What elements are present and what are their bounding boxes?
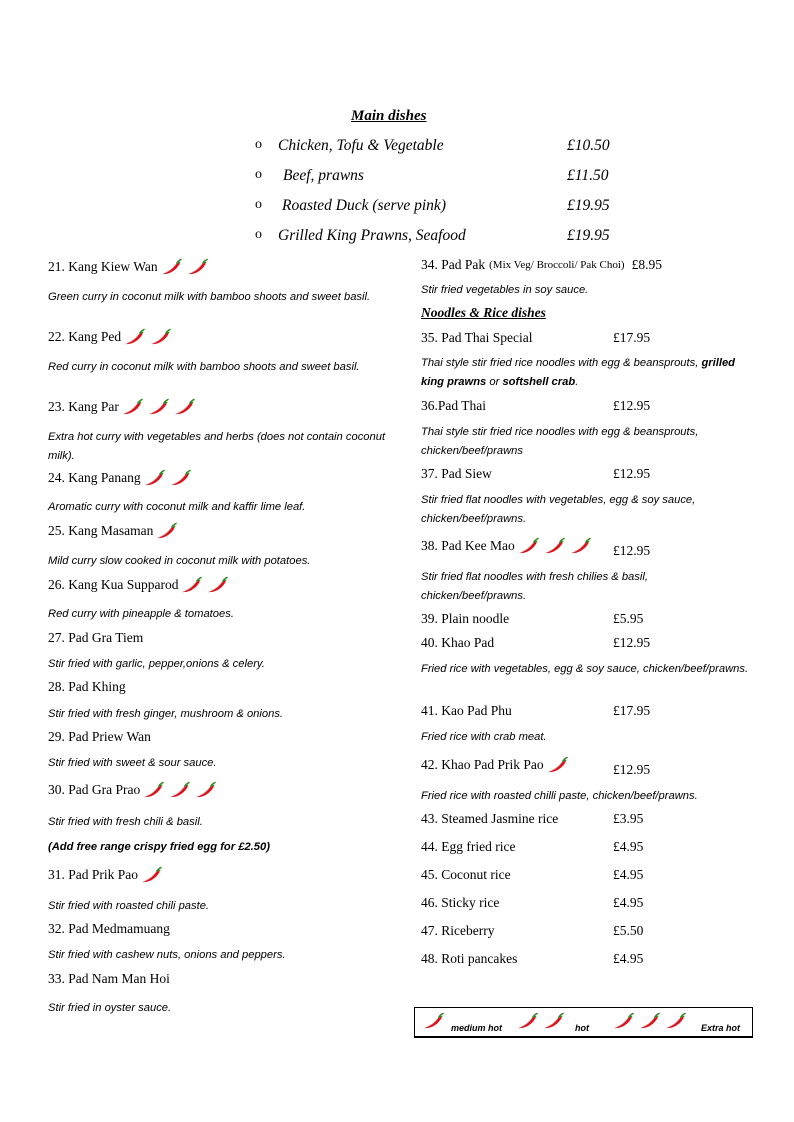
menu-item-price: £12.95	[613, 543, 651, 558]
chili-rating	[124, 328, 172, 346]
bullet: o	[255, 227, 262, 242]
menu-item-28	[48, 679, 126, 695]
legend-extra-chilies	[613, 1012, 687, 1030]
bullet: o	[255, 197, 262, 212]
menu-item-note: (Add free range crispy fried egg for £2.50)	[48, 841, 270, 853]
legend-hot-label: hot	[575, 1023, 589, 1033]
menu-item-name: 40. Khao Pad	[421, 635, 495, 650]
chili-pepper-icon	[150, 328, 172, 346]
menu-item-47: 47. Riceberry	[421, 923, 495, 938]
menu-item-name: 35. Pad Thai Special	[421, 330, 533, 345]
menu-item-name: 34. Pad Pak	[421, 257, 486, 272]
menu-item-42	[421, 756, 569, 774]
chili-pepper-icon	[148, 398, 170, 416]
menu-item-description: Stir fried with roasted chili paste.	[48, 900, 210, 912]
legend-medium-label: medium hot	[451, 1023, 502, 1033]
desc-highlight: softshell crab	[502, 375, 576, 388]
menu-item-name: 21. Kang Kiew Wan	[48, 259, 158, 274]
chili-pepper-icon	[423, 1012, 445, 1030]
chili-pepper-icon	[544, 537, 566, 555]
menu-item-name: 23. Kang Par	[48, 399, 119, 414]
menu-item-description: Extra hot curry with vegetables and herbs (does not contain coconut milk).	[48, 431, 386, 462]
chili-pepper-icon	[141, 866, 163, 884]
bullet: o	[255, 137, 262, 152]
menu-item-subtitle: (Mix Veg/ Broccoli/ Pak Choi)	[489, 259, 625, 271]
main-dish-name: Chicken, Tofu & Vegetable	[278, 137, 444, 154]
chili-pepper-icon	[143, 781, 165, 799]
main-dishes-title: Main dishes	[351, 108, 427, 124]
menu-item-description: Red curry with pineapple & tomatoes.	[48, 608, 234, 620]
chili-rating	[144, 469, 192, 487]
bullet: o	[255, 167, 262, 182]
menu-item-price: £12.95	[613, 466, 651, 481]
menu-item-description: Fried rice with vegetables, egg & soy sauce, chicken/beef/prawns.	[421, 663, 749, 675]
menu-item-price: £17.95	[613, 330, 651, 345]
menu-item-price: £4.95	[613, 839, 644, 854]
main-dish-price: £11.50	[567, 167, 609, 184]
legend-medium-chilies	[423, 1012, 445, 1030]
menu-item-21	[48, 258, 209, 276]
chili-pepper-icon	[124, 328, 146, 346]
chili-rating	[122, 398, 196, 416]
chili-pepper-icon	[207, 576, 229, 594]
chili-rating	[141, 866, 163, 884]
menu-item-39	[421, 611, 509, 627]
menu-item-36	[421, 398, 486, 414]
chili-pepper-icon	[195, 781, 217, 799]
chili-pepper-icon	[517, 1012, 539, 1030]
menu-item-33	[48, 971, 170, 987]
chili-rating	[181, 576, 229, 594]
menu-item-description: Green curry in coconut milk with bamboo shoots and sweet basil.	[48, 291, 371, 303]
menu-item-name: 25. Kang Masaman	[48, 523, 154, 538]
menu-item-30	[48, 781, 217, 799]
menu-item-name: 30. Pad Gra Prao	[48, 782, 141, 797]
chili-pepper-icon	[639, 1012, 661, 1030]
chili-pepper-icon	[613, 1012, 635, 1030]
menu-item-name: 24. Kang Panang	[48, 470, 141, 485]
menu-item-description: Stir fried with cashew nuts, onions and peppers.	[48, 949, 286, 961]
chili-rating	[161, 258, 209, 276]
menu-item-26	[48, 576, 229, 594]
desc-highlight: grilled king prawns	[421, 357, 736, 388]
menu-item-name: 37. Pad Siew	[421, 466, 492, 481]
desc-text: or	[486, 375, 503, 388]
chili-pepper-icon	[665, 1012, 687, 1030]
menu-item-41	[421, 703, 512, 719]
menu-item-27	[48, 630, 143, 646]
menu-item-name: 29. Pad Priew Wan	[48, 729, 151, 744]
menu-item-name: 39. Plain noodle	[421, 611, 510, 626]
menu-item-29	[48, 729, 151, 745]
menu-item-23	[48, 398, 196, 416]
menu-item-32	[48, 921, 170, 937]
menu-item-description: Stir fried with fresh chili & basil.	[48, 816, 203, 828]
menu-item-44: 44. Egg fried rice	[421, 839, 516, 854]
chili-rating	[143, 781, 217, 799]
menu-item-name: 36.Pad Thai	[421, 398, 486, 413]
main-dish-name: Roasted Duck (serve pink)	[282, 197, 446, 214]
menu-item-name: 33. Pad Nam Man Hoi	[48, 971, 170, 986]
chili-pepper-icon	[187, 258, 209, 276]
menu-item-name: 31. Pad Prik Pao	[48, 867, 139, 882]
legend-hot-chilies	[517, 1012, 565, 1030]
menu-item-description: Stir fried in oyster sauce.	[48, 1002, 172, 1014]
menu-item-price: £5.95	[613, 611, 644, 626]
menu-item-35	[421, 330, 532, 346]
menu-item-description: Fried rice with crab meat.	[421, 731, 547, 743]
desc-text: Thai style stir fried rice noodles with egg & beansprouts,	[421, 357, 702, 369]
menu-item-description: Stir fried flat noodles with fresh chilies & basil, chicken/beef/prawns.	[421, 571, 648, 602]
menu-item-name: 32. Pad Medmamuang	[48, 921, 170, 936]
menu-item-38	[421, 537, 592, 555]
main-dish-price: £19.95	[567, 197, 610, 214]
chili-pepper-icon	[156, 522, 178, 540]
menu-item-name: 27. Pad Gra Tiem	[48, 630, 144, 645]
menu-item-price: £4.95	[613, 867, 644, 882]
menu-item-description: Stir fried vegetables in soy sauce.	[421, 284, 589, 296]
menu-item-40	[421, 635, 494, 651]
menu-item-46: 46. Sticky rice	[421, 895, 500, 910]
chili-pepper-icon	[169, 781, 191, 799]
desc-text: .	[575, 375, 579, 388]
menu-item-name: 38. Pad Kee Mao	[421, 538, 515, 553]
noodles-section-title: Noodles & Rice dishes	[421, 305, 546, 320]
menu-item-description: Aromatic curry with coconut milk and kaffir lime leaf.	[48, 501, 306, 513]
menu-item-description	[421, 354, 751, 391]
menu-item-description: Stir fried with fresh ginger, mushroom & onions.	[48, 708, 284, 720]
menu-item-price: £12.95	[613, 635, 651, 650]
menu-item-price: £5.50	[613, 923, 644, 938]
menu-item-description: Mild curry slow cooked in coconut milk with potatoes.	[48, 555, 311, 567]
menu-item-price: £8.95	[631, 257, 662, 272]
menu-item-description: Stir fried with garlic, pepper,onions & celery.	[48, 658, 265, 670]
menu-item-description: Thai style stir fried rice noodles with egg & beansprouts, chicken/beef/prawns	[421, 426, 699, 457]
menu-item-31	[48, 866, 163, 884]
main-dish-price: £10.50	[567, 137, 610, 154]
menu-item-name: 42. Khao Pad Prik Pao	[421, 757, 544, 772]
menu-item-37	[421, 466, 492, 482]
menu-item-price: £4.95	[613, 895, 644, 910]
chili-pepper-icon	[547, 756, 569, 774]
chili-pepper-icon	[122, 398, 144, 416]
main-dish-name: Beef, prawns	[283, 167, 364, 184]
menu-item-price: £4.95	[613, 951, 644, 966]
menu-item-name: 22. Kang Ped	[48, 329, 122, 344]
menu-item-description: Stir fried with sweet & sour sauce.	[48, 757, 217, 769]
main-dish-name: Grilled King Prawns, Seafood	[278, 227, 466, 244]
chili-pepper-icon	[518, 537, 540, 555]
menu-item-22	[48, 328, 172, 346]
chili-pepper-icon	[174, 398, 196, 416]
menu-item-24	[48, 469, 192, 487]
heat-legend	[414, 1007, 753, 1038]
menu-item-43: 43. Steamed Jasmine rice	[421, 811, 559, 826]
menu-item-description: Red curry in coconut milk with bamboo shoots and sweet basil.	[48, 361, 360, 373]
chili-pepper-icon	[543, 1012, 565, 1030]
legend-extra-label: Extra hot	[701, 1023, 741, 1033]
chili-rating	[518, 537, 592, 555]
chili-pepper-icon	[144, 469, 166, 487]
menu-item-name: 28. Pad Khing	[48, 679, 126, 694]
menu-item-48: 48. Roti pancakes	[421, 951, 518, 966]
chili-pepper-icon	[570, 537, 592, 555]
menu-item-price: £3.95	[613, 811, 644, 826]
chili-pepper-icon	[170, 469, 192, 487]
menu-item-price: £12.95	[613, 398, 651, 413]
menu-item-34	[421, 257, 662, 273]
chili-pepper-icon	[181, 576, 203, 594]
menu-item-name: 41. Kao Pad Phu	[421, 703, 512, 718]
chili-rating	[547, 756, 569, 774]
chili-rating	[156, 522, 178, 540]
menu-item-price: £17.95	[613, 703, 651, 718]
menu-item-price: £12.95	[613, 762, 651, 777]
menu-item-description: Fried rice with roasted chilli paste, chicken/beef/prawns.	[421, 790, 698, 802]
menu-item-name: 26. Kang Kua Supparod	[48, 577, 179, 592]
menu-item-description: Stir fried flat noodles with vegetables, egg & soy sauce, chicken/beef/prawns.	[421, 494, 696, 525]
menu-item-45: 45. Coconut rice	[421, 867, 511, 882]
chili-pepper-icon	[161, 258, 183, 276]
menu-item-25	[48, 522, 178, 540]
main-dish-price: £19.95	[567, 227, 610, 244]
